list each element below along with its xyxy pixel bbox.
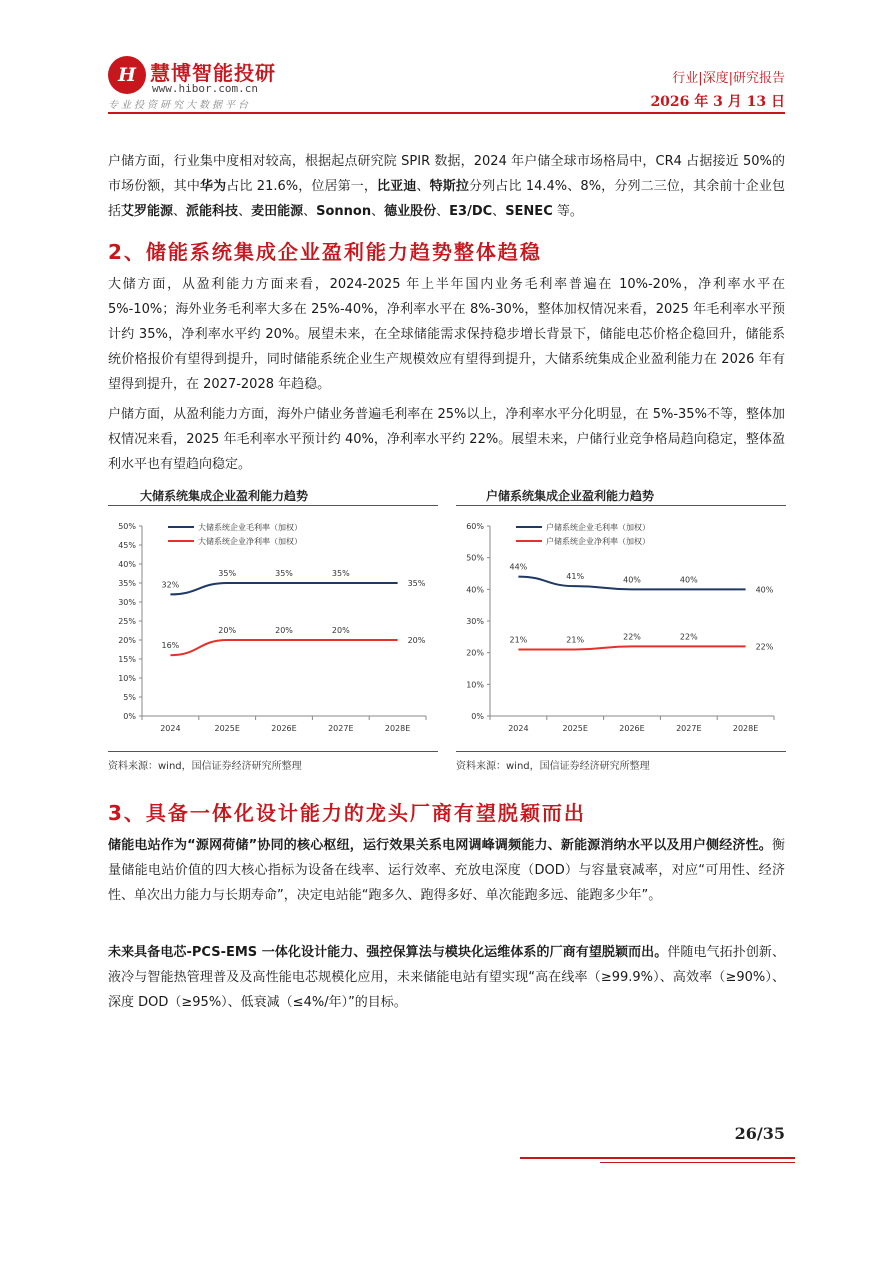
left-chart-x-tick-label: 2028E — [384, 724, 411, 733]
left-chart-series-1-data-label: 35% — [407, 579, 426, 588]
left-chart-title: 大储系统集成企业盈利能力趋势 — [140, 489, 309, 503]
footer-divider-thin — [600, 1162, 795, 1163]
left-chart-y-tick-label: 15% — [118, 655, 136, 664]
left-chart-series-2-data-label: 20% — [407, 636, 426, 645]
right-chart-y-tick-label: 30% — [466, 617, 484, 626]
right-chart-x-tick-label: 2024 — [508, 724, 529, 733]
right-chart-series-2-line — [518, 646, 745, 649]
left-chart-y-tick-label: 20% — [118, 636, 136, 645]
report-date: 2026 年 3 月 13 日 — [650, 94, 785, 110]
right-chart-title: 户储系统集成企业盈利能力趋势 — [486, 489, 655, 503]
right-chart-series-1-data-label: 44% — [509, 562, 528, 572]
right-chart-series-2-data-label: 21% — [566, 635, 585, 645]
left-chart-x-tick-label: 2026E — [271, 724, 297, 733]
left-chart-legend-label-1: 大储系统企业毛利率（加权） — [198, 523, 302, 532]
left-chart-series-2-data-label: 16% — [161, 641, 180, 651]
left-chart-x-tick-label: 2027E — [328, 724, 354, 733]
right-chart-y-tick-label: 20% — [466, 648, 484, 658]
page-number: 26/35 — [734, 1124, 785, 1143]
right-chart-x-tick-label: 2027E — [676, 724, 702, 733]
left-chart-series-1-line — [170, 583, 397, 594]
left-chart-bottom-rule — [108, 751, 438, 752]
right-chart-bottom-rule — [456, 751, 786, 752]
right-chart-series-2-data-label: 22% — [679, 632, 698, 642]
left-chart-y-tick-label: 50% — [118, 522, 136, 531]
logo-name: 慧博智能投研 — [150, 61, 276, 85]
paragraph-core-hub: 储能电站作为“源网荷储”协同的核心枢纽，运行效果关系电网调峰调频能力、新能源消纳水平以及用户侧经济性。衡量储能电站价值的四大核心指标为设备在线率、运行效率、充放电深度（DOD）与容量衰减率，对应“可用性、经济性、单次出力能力与长期寿命”，决定电站能“跑多久、跑得多好、单次能跑多远、能跑多少年”。 — [108, 838, 785, 903]
left-chart-series-2-line — [170, 640, 397, 655]
right-chart-series-2-data-label: 22% — [755, 642, 774, 652]
logo-slogan: 专业投资研究大数据平台 — [108, 100, 251, 111]
header-divider — [108, 112, 785, 114]
left-chart-y-tick-label: 35% — [118, 579, 136, 588]
left-chart-legend-label-2: 大储系统企业净利率（加权） — [198, 537, 302, 546]
right-chart-x-tick-label: 2028E — [732, 724, 759, 733]
left-chart-series-2-data-label: 20% — [275, 626, 293, 635]
logo-url[interactable]: www.hibor.com.cn — [152, 82, 258, 95]
right-chart-series-2-data-label: 21% — [509, 635, 528, 645]
right-chart-x-tick-label: 2025E — [562, 724, 588, 733]
left-chart-series-1-data-label: 35% — [218, 569, 237, 578]
left-chart-y-tick-label: 0% — [123, 712, 136, 721]
section-2-title: 2、储能系统集成企业盈利能力趋势整体趋稳 — [108, 240, 542, 264]
right-chart-y-tick-label: 50% — [466, 553, 484, 563]
right-chart-legend-label-2: 户储系统企业净利率（加权） — [546, 537, 650, 546]
right-chart-y-tick-label: 60% — [466, 522, 484, 531]
left-chart-x-tick-label: 2024 — [160, 724, 181, 733]
left-chart-source: 资料来源：wind，国信证券经济研究所整理 — [108, 761, 302, 772]
right-chart-y-tick-label: 0% — [471, 712, 484, 721]
paragraph-household-market-share: 户储方面，行业集中度相对较高，根据起点研究院 SPIR 数据，2024 年户储全球市场格局中，CR4 占据接近 50%的市场份额，其中华为占比 21.6%，位居第一，比亚迪、特斯拉分列占比 14.4%、8%，分列二三位，其余前十企业包括艾罗能源、派能科技、麦田能源、Sonnon、德业股份、E3/DC、SENEC 等。 — [108, 154, 785, 219]
logo-icon: H — [108, 56, 146, 94]
left-chart-series-1-data-label: 32% — [161, 580, 180, 590]
right-chart-top-rule — [456, 505, 786, 506]
footer-divider — [520, 1157, 795, 1159]
left-chart-y-tick-label: 45% — [118, 541, 136, 550]
left-chart-y-tick-label: 40% — [118, 560, 136, 569]
right-chart-series-1-data-label: 40% — [623, 575, 641, 585]
right-chart-series-1-data-label: 40% — [755, 585, 774, 595]
right-chart-series-2-data-label: 22% — [623, 632, 641, 642]
left-chart-y-tick-label: 30% — [118, 598, 136, 607]
right-chart-x-tick-label: 2026E — [619, 724, 645, 733]
left-chart-series-1-data-label: 35% — [275, 569, 293, 578]
right-chart-source: 资料来源：wind，国信证券经济研究所整理 — [456, 761, 650, 772]
report-type: 行业|深度|研究报告 — [672, 71, 785, 86]
right-chart-y-tick-label: 40% — [466, 585, 484, 595]
paragraph-integrated-design: 未来具备电芯-PCS-EMS 一体化设计能力、强控保算法与模块化运维体系的厂商有望脱颖而出。伴随电气拓扑创新、液冷与智能热管理普及及高性能电芯规模化应用，未来储能电站有望实现“高在线率（≥99.9%）、高效率（≥90%）、深度 DOD（≥95%）、低衰减（≤4%/年）”的目标。 — [108, 945, 785, 1010]
right-line-chart — [456, 512, 786, 744]
left-line-chart — [108, 512, 438, 744]
left-chart-top-rule — [108, 505, 438, 506]
paragraph-household-storage-profitability: 户储方面，从盈利能力方面，海外户储业务普遍毛利率在 25%以上，净利率水平分化明显，在 5%-35%不等，整体加权情况来看，2025 年毛利率水平预计约 40%，净利率水平约 22%。展望未来，户储行业竞争格局趋向稳定，整体盈利水平也有望趋向稳定。 — [108, 407, 785, 472]
right-chart-legend-label-1: 户储系统企业毛利率（加权） — [546, 523, 650, 532]
right-chart-series-1-data-label: 40% — [679, 575, 698, 585]
left-chart-series-2-data-label: 20% — [331, 626, 350, 635]
left-chart-x-tick-label: 2025E — [214, 724, 240, 733]
left-chart-y-tick-label: 5% — [123, 693, 136, 702]
paragraph-large-storage-profitability: 大储方面，从盈利能力方面来看，2024-2025 年上半年国内业务毛利率普遍在 10%-20%，净利率水平在 5%-10%；海外业务毛利率大多在 25%-40%，净利率水平在 8%-30%，整体加权情况来看，2025 年毛利率水平预计约 35%，净利率水平约 20%。展望未来，在全球储能需求保持稳步增长背景下，储能电芯价格企稳回升，储能系统价格报价有望得到提升，同时储能系统企业生产规模效应有望得到提升，大储系统集成企业盈利能力在 2026 年有望得到提升，在 2027-2028 年趋稳。 — [108, 277, 785, 392]
left-chart-y-tick-label: 25% — [118, 617, 136, 626]
left-chart-series-1-data-label: 35% — [331, 569, 350, 578]
right-chart-series-1-data-label: 41% — [566, 572, 585, 582]
left-chart-series-2-data-label: 20% — [218, 626, 237, 635]
right-chart-y-tick-label: 10% — [466, 680, 484, 690]
left-chart-y-tick-label: 10% — [118, 674, 136, 683]
section-3-title: 3、具备一体化设计能力的龙头厂商有望脱颖而出 — [108, 801, 586, 825]
